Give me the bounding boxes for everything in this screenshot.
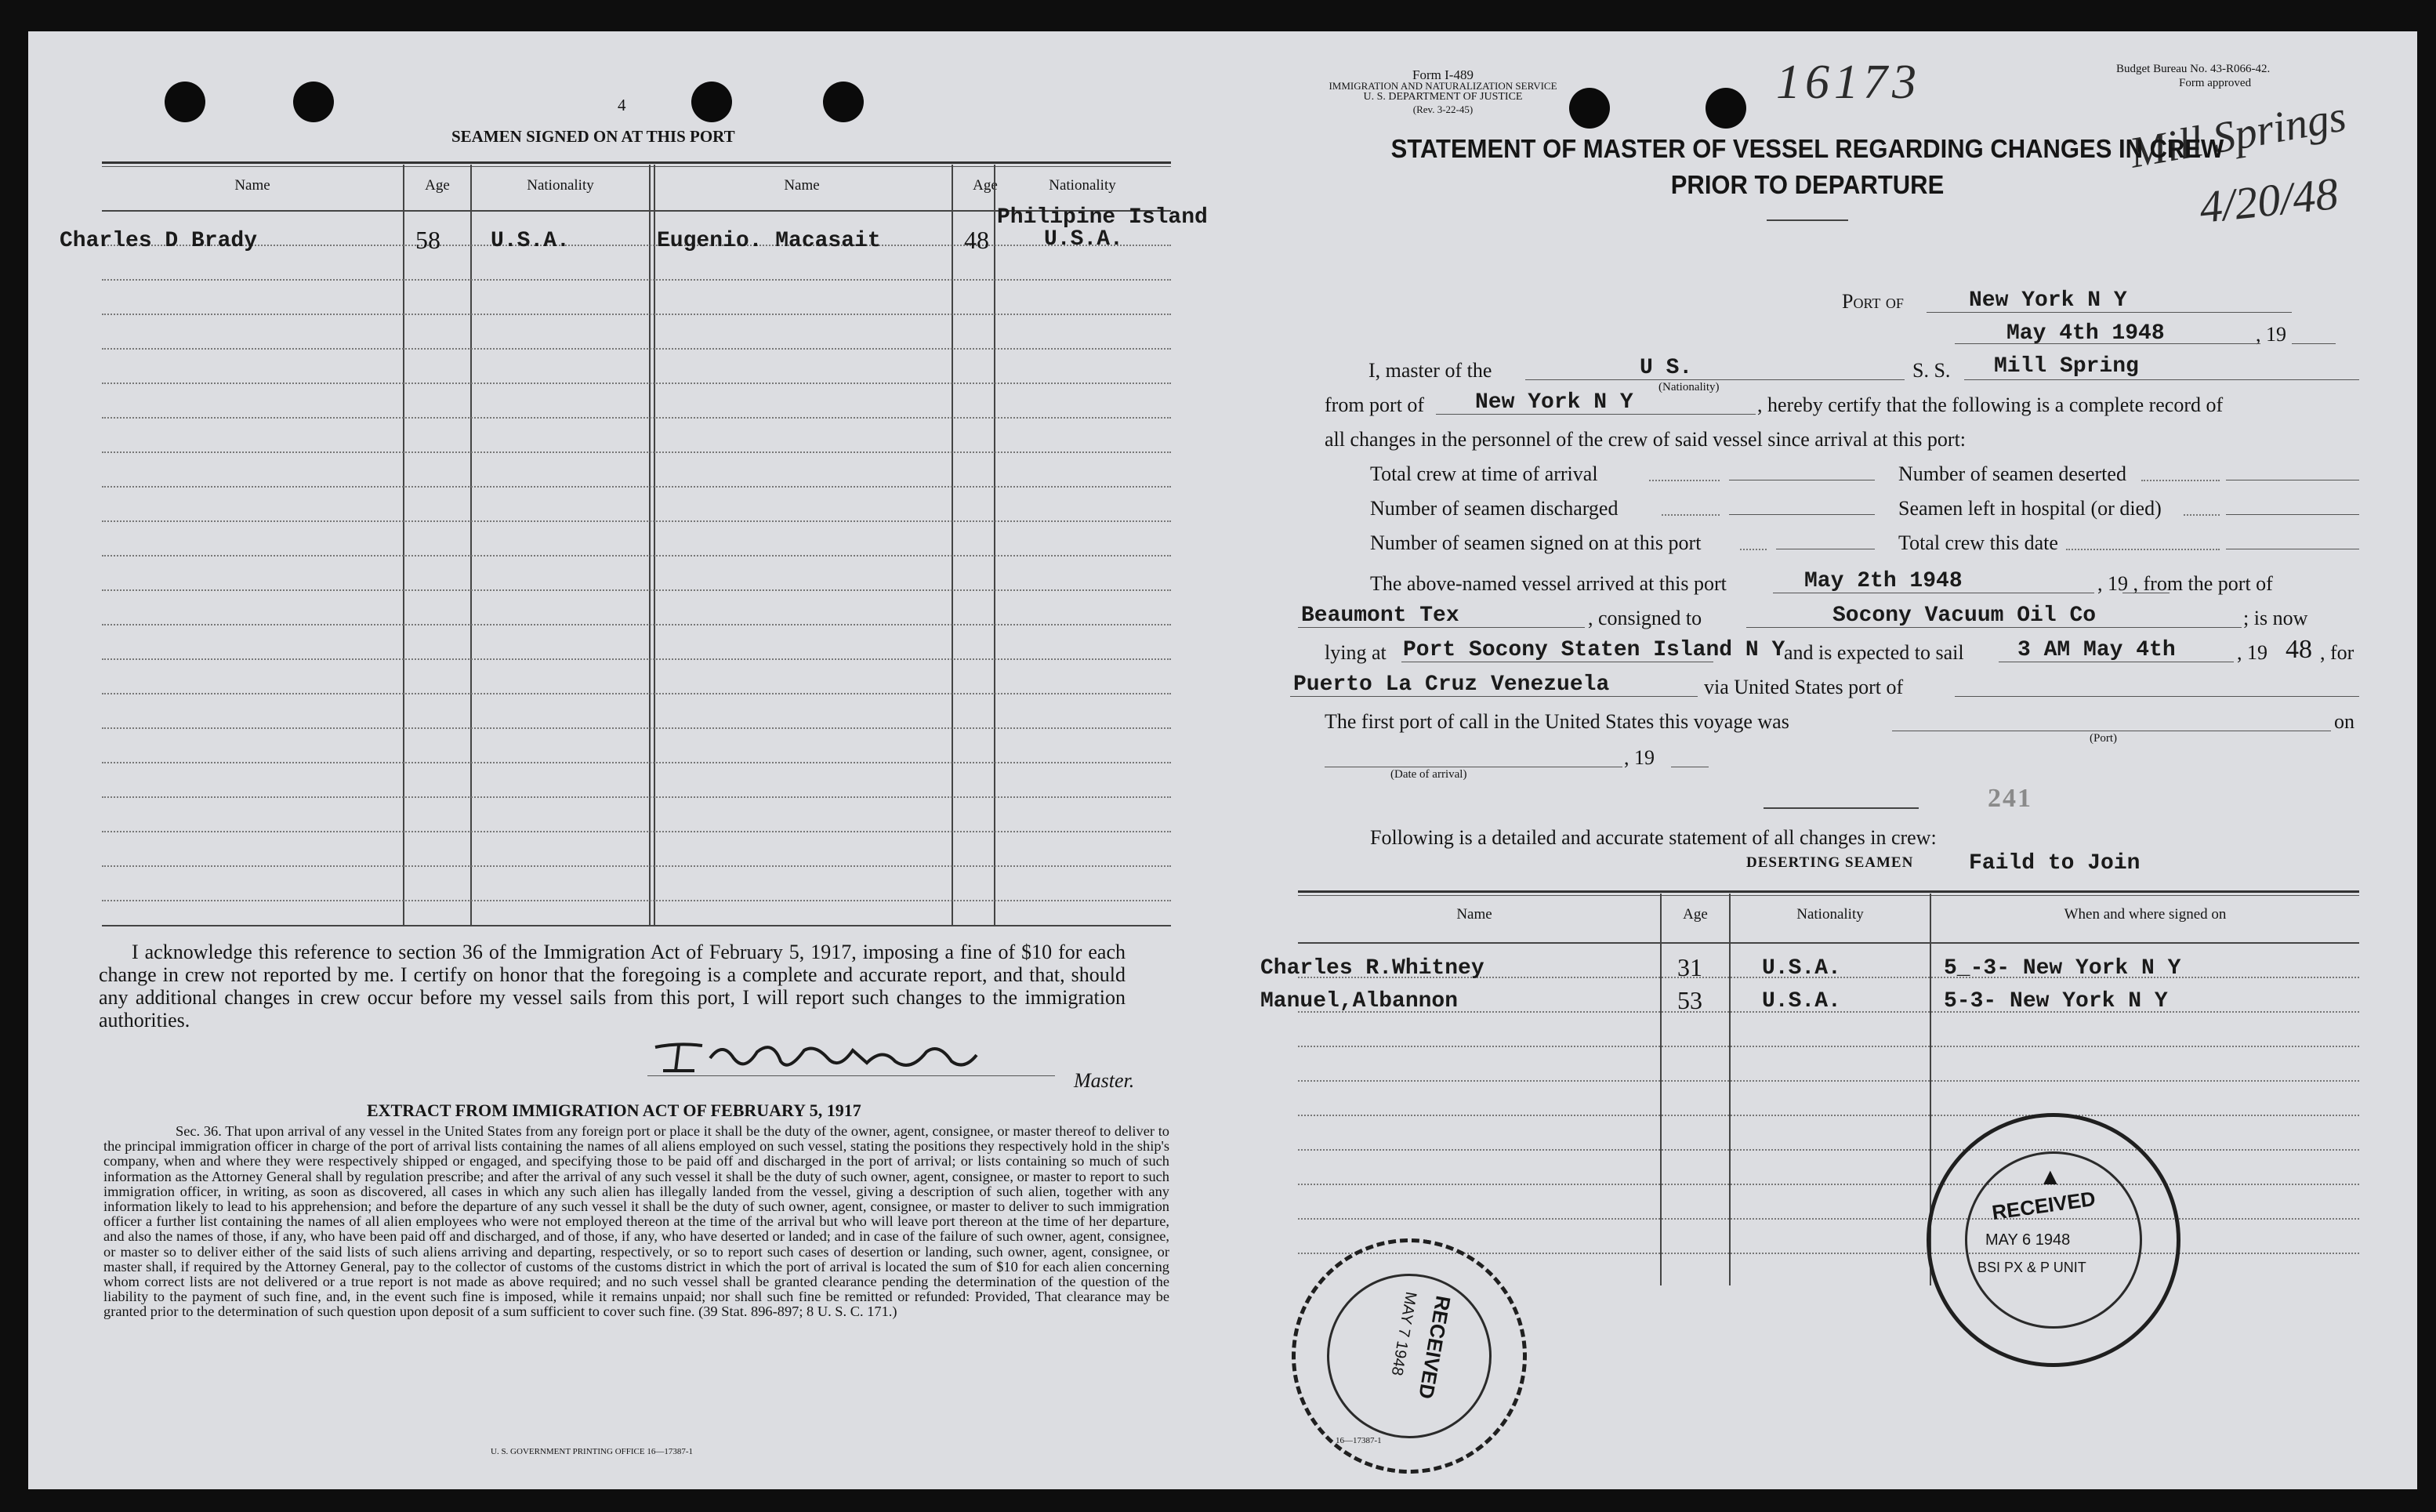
footer-code: 16—17387-1 — [1336, 1436, 1382, 1445]
seaman-name: Eugenio. Macasait — [657, 229, 881, 253]
sail-year: 48 — [2286, 635, 2312, 664]
punch-hole — [1706, 88, 1746, 129]
following-text: Following is a detailed and accurate statement of all changes in crew: — [1370, 826, 1937, 849]
stamp-received-word: RECEIVED — [1414, 1293, 1455, 1401]
deserter-nationality: U.S.A. — [1762, 989, 1841, 1013]
nationality-caption: (Nationality) — [1658, 381, 1720, 393]
arrived-value: May 2th 1948 — [1804, 569, 1963, 593]
punch-hole — [165, 82, 205, 122]
port-label: Port of — [1842, 290, 1904, 313]
form-revision: (Rev. 3-22-45) — [1412, 103, 1474, 115]
col-header-when-where: When and where signed on — [2064, 906, 2227, 923]
certify-text: , hereby certify that the following is a complete record of — [1757, 393, 2224, 416]
page-number: 4 — [618, 96, 626, 114]
received-stamp — [1927, 1113, 2180, 1367]
col-header-name: Name — [1456, 906, 1492, 923]
punch-hole — [293, 82, 334, 122]
consignee: Socony Vacuum Oil Co — [1832, 604, 2097, 628]
deserting-note: Faild to Join — [1969, 851, 2141, 876]
stamp-date: MAY 6 1948 — [1985, 1231, 2071, 1249]
stamp-received-word: RECEIVED — [1990, 1186, 2097, 1225]
col-header-nationality: Nationality — [1796, 906, 1864, 923]
ss-value: Mill Spring — [1994, 354, 2139, 379]
col-header-nationality: Nationality — [527, 177, 594, 194]
stamped-number: 241 — [1988, 784, 2032, 813]
date-value: May 4th 1948 — [2006, 321, 2165, 346]
deserter-age: 31 — [1677, 953, 1702, 981]
destination: Puerto La Cruz Venezuela — [1293, 673, 1610, 697]
deserter-name: Charles R.Whitney — [1260, 956, 1484, 981]
seaman-age: 48 — [964, 226, 989, 254]
extract-title: EXTRACT FROM IMMIGRATION ACT OF FEBRUARY 5, 1917 — [367, 1100, 861, 1120]
deserter-name: Manuel,Albannon — [1260, 989, 1459, 1013]
deserting-seamen-label: DESERTING SEAMEN — [1746, 854, 1914, 871]
expected-text: and is expected to sail — [1784, 641, 1964, 664]
extract-text: Sec. 36. That upon arrival of any vessel in the United States from any foreign port or place it shall be the duty of the owner, agent, consignee, or master thereof to deliver to the principal immigration officer in charge of the port of arrival lists containing the names of all aliens employed on such vessel, stating the positions they respectively hold in the ship's company, when and where they were respectively shipped or engaged, and specifying those to be paid off and discharged in the port of arrival; or lists containing so much of such information as the Attorney General shall by regulation prescribe; and after the arrival of any such vessel it shall be the duty of such owner, agent, consignee, or master to report to such immigration officer, in writing, as soon as discovered, all cases in which any such alien has illegally landed from the vessel, giving a description of such alien, together with any information likely to lead to his apprehension; and before the departure of any such vessel it shall be the duty of such owner, agent, consignee, or master to deliver to such immigration officer a further list containing the names of all alien employees who were not employed thereon at the time of the arrival but who will leave port thereon at the time of her departure, and also the names of those, if any, who have been paid off and discharged, and of those, if any, who have deserted or landed; and in case of the failure of such owner, agent, consignee, or master so to deliver either of the said lists of such aliens arriving and departing, respectively, or so to report such cases of desertion or landing, such owner, agent, consignee, or master shall, if required by the Attorney General, pay to the collector of customs of the customs district in which the port of arrival is located the sum of $10 for each alien concerning whom correct lists are not delivered or a true report is not made as above required; and no such vessel shall be granted clearance pending the determination of the question of the liability to the payment of such fine, and, in the event such fine is imposed, while it remains unpaid; nor shall such fine be remitted or refunded: Provided, That clearance may be granted prior to the determination of such question upon deposit of a sum sufficient to cover such fine. (39 Stat. 896-897; 8 U. S. C. 171.) — [103, 1123, 1169, 1320]
col-header-name: Name — [234, 177, 270, 194]
on-text: on — [2334, 710, 2354, 733]
ss-label: S. S. — [1912, 359, 1951, 382]
seaman-nationality: Philipine Island — [997, 205, 1208, 230]
stamp-unit: BSI PX & P UNIT — [1977, 1260, 2086, 1275]
stat-seamen-deserted: Number of seamen deserted — [1898, 462, 2126, 485]
document-sheet — [28, 31, 2417, 1489]
col-header-age: Age — [1683, 906, 1708, 923]
received-stamp — [1273, 1220, 1546, 1492]
seaman-name: Charles D Brady — [60, 229, 258, 253]
form-title: STATEMENT OF MASTER OF VESSEL REGARDING CHANGES IN CREW — [1390, 133, 2224, 164]
stat-total-crew-date: Total crew this date — [1898, 531, 2058, 554]
sail-value: 3 AM May 4th — [2017, 638, 2176, 662]
lying-at-value: Port Socony Staten Island N Y — [1403, 638, 1785, 662]
all-changes-text: all changes in the personnel of the crew of said vessel since arrival at this port: — [1325, 428, 1967, 451]
seaman-nationality: U.S.A. — [491, 229, 570, 253]
col-header-nationality: Nationality — [1049, 177, 1116, 194]
arrived-text: The above-named vessel arrived at this port — [1370, 572, 1727, 595]
lying-at-text: lying at — [1325, 641, 1387, 664]
left-table-title: SEAMEN SIGNED ON AT THIS PORT — [451, 127, 735, 146]
master-label: Master. — [1074, 1069, 1135, 1092]
handwritten-date-note: 4/20/48 — [2197, 167, 2341, 234]
for-text: , for — [2320, 641, 2354, 664]
stat-seamen-hospital: Seamen left in hospital (or died) — [1898, 497, 2162, 520]
punch-hole — [823, 82, 864, 122]
year-prefix: , 19 — [1624, 746, 1655, 769]
form-subtitle: PRIOR TO DEPARTURE — [1670, 169, 1945, 200]
acknowledgement-text: I acknowledge this reference to section 36 of the Immigration Act of February 5, 1917, imposing a fine of $10 for each change in crew not reported by me. I certify on honor that the foregoing is a complete and accurate report, and that, should any additional changes in crew occur before my vessel sails from this port, I will report such changes to the immigration authorities. — [99, 941, 1126, 1032]
stamp-date: MAY 7 1948 — [1387, 1290, 1420, 1377]
form-approved: Form approved — [2179, 77, 2252, 89]
port-caption: (Port) — [2090, 732, 2117, 745]
origin-port: Beaumont Tex — [1301, 604, 1459, 628]
file-number-handwritten: 16173 — [1776, 56, 1921, 109]
deserter-age: 53 — [1677, 986, 1702, 1014]
form-number: Form I-489 — [1412, 67, 1474, 82]
printing-office-line: U. S. GOVERNMENT PRINTING OFFICE 16—17387-1 — [491, 1447, 694, 1456]
sail-year-prefix: , 19 — [2237, 641, 2267, 664]
seaman-nationality: U.S.A. — [1044, 227, 1123, 252]
master-of-the-label: I, master of the — [1368, 359, 1492, 382]
col-header-age: Age — [973, 177, 998, 194]
port-value: New York N Y — [1969, 288, 2127, 313]
col-header-age: Age — [425, 177, 450, 194]
seaman-age: 58 — [415, 226, 440, 254]
agency-line-2: U. S. DEPARTMENT OF JUSTICE — [1363, 91, 1523, 103]
from-port-value: New York N Y — [1475, 390, 1633, 415]
date-arrival-caption: (Date of arrival) — [1390, 768, 1467, 781]
first-port-text: The first port of call in the United States this voyage was — [1325, 710, 1789, 733]
stamp-arrow-icon: ▲ — [2039, 1164, 2062, 1190]
handwritten-vessel-note: Mill Springs — [2126, 92, 2350, 178]
vessel-nationality: U S. — [1640, 356, 1693, 380]
is-now-text: ; is now — [2243, 607, 2308, 629]
col-header-name: Name — [784, 177, 820, 194]
deserter-nationality: U.S.A. — [1762, 956, 1841, 981]
stat-total-crew-arrival: Total crew at time of arrival — [1370, 462, 1598, 485]
date-suffix: , 19 — [2256, 323, 2286, 346]
from-port-of-text: , 19 , from the port of — [2097, 572, 2273, 595]
from-port-label: from port of — [1325, 393, 1425, 416]
consigned-to-text: , consigned to — [1588, 607, 1702, 629]
master-signature — [647, 1024, 1008, 1086]
via-text: via United States port of — [1704, 676, 1904, 698]
stat-seamen-signed-on: Number of seamen signed on at this port — [1370, 531, 1702, 554]
deserter-signed-on: 5-3- New York N Y — [1944, 989, 2168, 1013]
stat-seamen-discharged: Number of seamen discharged — [1370, 497, 1619, 520]
agency-line-1: IMMIGRATION AND NATURALIZATION SERVICE — [1329, 80, 1557, 92]
deserter-signed-on: 5_-3- New York N Y — [1944, 956, 2181, 981]
budget-bureau: Budget Bureau No. 43-R066-42. — [2116, 63, 2271, 75]
punch-hole — [691, 82, 732, 122]
